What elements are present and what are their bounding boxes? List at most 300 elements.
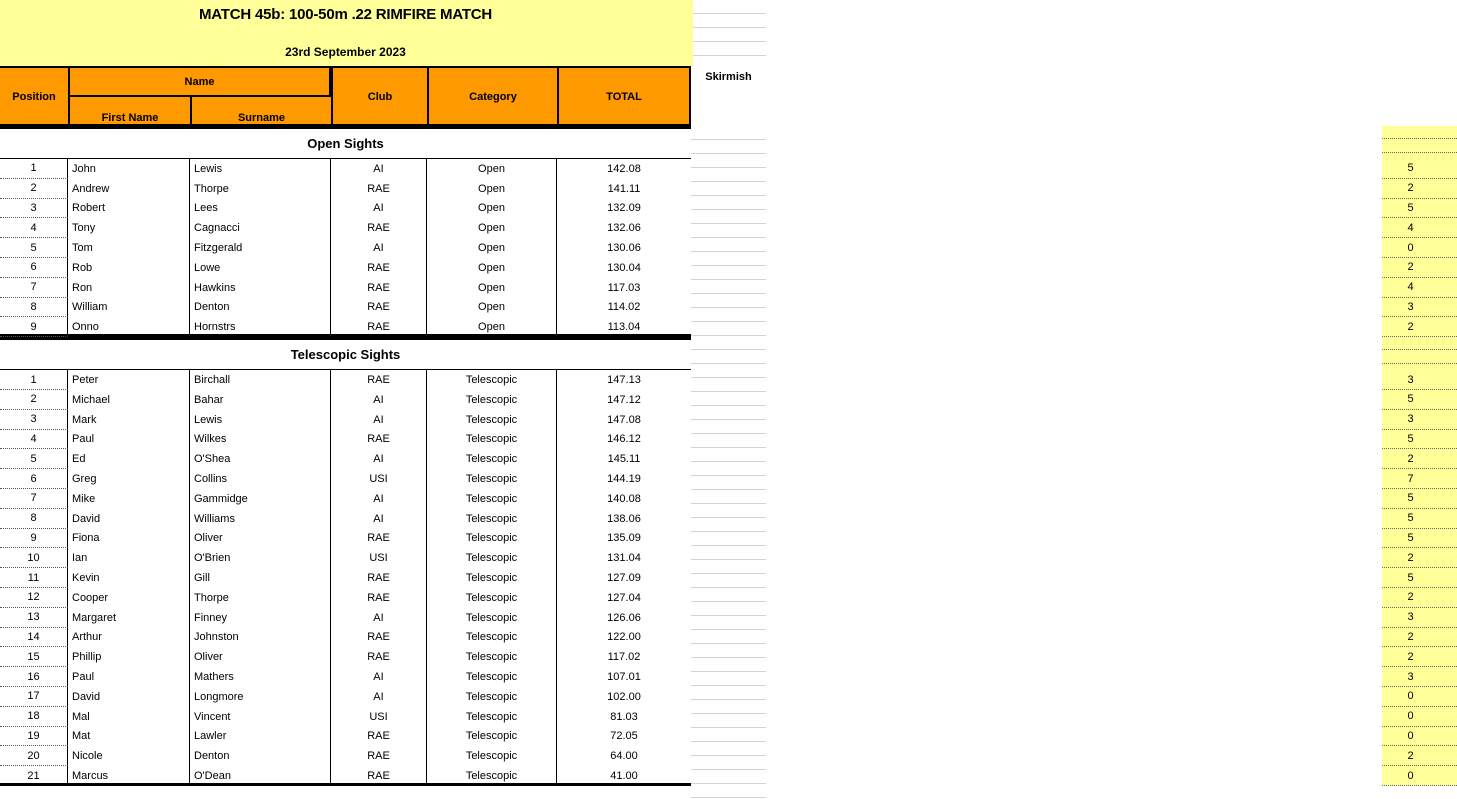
cell-category: Telescopic: [427, 727, 557, 747]
table-row[interactable]: [0, 766, 691, 786]
cell-surname: Lees: [190, 199, 331, 219]
table-row[interactable]: [0, 430, 691, 450]
table-row[interactable]: [0, 647, 691, 667]
cell-position: 18: [0, 707, 68, 727]
cell-total: 81.03: [610, 710, 638, 723]
cell-category: Open: [427, 258, 557, 278]
cell-surname: Denton: [190, 298, 331, 318]
table-row[interactable]: [0, 687, 691, 707]
cell-skirmish: 4: [1382, 278, 1457, 298]
cell-club: AI: [331, 238, 427, 258]
cell-total: 64.00: [610, 750, 638, 763]
cell-club: RAE: [331, 727, 427, 747]
cell-club: RAE: [331, 278, 427, 298]
cell-surname: Hawkins: [190, 278, 331, 298]
cell-first-name: Ian: [68, 548, 190, 568]
cell-position: 7: [0, 278, 68, 298]
cell-total: 102.00: [607, 690, 641, 703]
cell-club: RAE: [331, 647, 427, 667]
cell-position: 3: [0, 199, 68, 219]
spreadsheet-gridline: [691, 13, 766, 14]
table-row[interactable]: [0, 588, 691, 608]
cell-category: Open: [427, 159, 557, 179]
column-header-category: Category: [427, 68, 557, 126]
column-header-name-group: Name: [68, 68, 331, 97]
cell-skirmish: 2: [1382, 449, 1457, 469]
cell-surname: Finney: [190, 608, 331, 628]
results-body: [0, 126, 691, 786]
cell-total: 132.09: [607, 202, 641, 215]
spreadsheet-gridline: [691, 279, 766, 280]
table-row[interactable]: [0, 707, 691, 727]
cell-skirmish: 0: [1382, 687, 1457, 707]
cell-position: 4: [0, 218, 68, 238]
section-header-open-sights: Open Sights: [0, 126, 691, 159]
cell-category: Telescopic: [427, 628, 557, 648]
column-header-club: Club: [331, 68, 427, 126]
cell-position: 2: [0, 390, 68, 410]
spreadsheet-gridline: [691, 321, 766, 322]
cell-skirmish: 5: [1382, 390, 1457, 410]
cell-position: 21: [0, 766, 68, 786]
cell-total: 41.00: [610, 770, 638, 782]
cell-skirmish: 5: [1382, 509, 1457, 529]
cell-club: RAE: [331, 430, 427, 450]
cell-position: 13: [0, 608, 68, 628]
table-row[interactable]: [0, 667, 691, 687]
cell-position: 1: [0, 159, 68, 179]
cell-position: 4: [0, 430, 68, 450]
spreadsheet-gridline: [691, 559, 766, 560]
cell-surname: Vincent: [190, 707, 331, 727]
spreadsheet-gridline: [691, 433, 766, 434]
spreadsheet-gridline: [691, 685, 766, 686]
cell-first-name: Andrew: [68, 179, 190, 199]
cell-total: 140.08: [607, 492, 641, 505]
cell-total: 130.06: [607, 242, 641, 255]
spreadsheet-gridline: [691, 475, 766, 476]
cell-skirmish: 2: [1382, 746, 1457, 766]
spreadsheet-gridline: [691, 335, 766, 336]
cell-skirmish: 2: [1382, 647, 1457, 667]
cell-club: AI: [331, 410, 427, 430]
cell-surname: Wilkes: [190, 430, 331, 450]
cell-first-name: Marcus: [68, 766, 190, 786]
cell-category: Telescopic: [427, 548, 557, 568]
cell-skirmish: 3: [1382, 298, 1457, 318]
cell-category: Open: [427, 238, 557, 258]
cell-first-name: Tom: [68, 238, 190, 258]
cell-club: USI: [331, 707, 427, 727]
cell-total: 147.08: [607, 413, 641, 426]
spreadsheet-gridline: [691, 671, 766, 672]
cell-total: 127.04: [607, 591, 641, 604]
cell-position: 17: [0, 687, 68, 707]
cell-position: 11: [0, 568, 68, 588]
cell-category: Open: [427, 298, 557, 318]
spreadsheet-gridline: [691, 489, 766, 490]
cell-position: 15: [0, 647, 68, 667]
cell-category: Open: [427, 317, 557, 337]
cell-first-name: William: [68, 298, 190, 318]
spreadsheet-gridline: [691, 153, 766, 154]
cell-club: AI: [331, 489, 427, 509]
spreadsheet-gridline: [691, 699, 766, 700]
cell-total: 113.04: [607, 321, 641, 334]
spreadsheet-gridline: [691, 223, 766, 224]
cell-total: 126.06: [607, 611, 641, 624]
cell-surname: Mathers: [190, 667, 331, 687]
cell-surname: Bahar: [190, 390, 331, 410]
cell-category: Telescopic: [427, 469, 557, 489]
spreadsheet-gridline: [691, 349, 766, 350]
spreadsheet-gridline: [691, 419, 766, 420]
cell-total: 72.05: [610, 730, 638, 743]
spreadsheet-gridline: [691, 55, 766, 56]
table-row[interactable]: [0, 179, 691, 199]
cell-first-name: Phillip: [68, 647, 190, 667]
cell-category: Telescopic: [427, 489, 557, 509]
cell-first-name: John: [68, 159, 190, 179]
cell-first-name: Mark: [68, 410, 190, 430]
table-row[interactable]: [0, 608, 691, 628]
cell-position: 20: [0, 746, 68, 766]
cell-position: 8: [0, 298, 68, 318]
cell-first-name: David: [68, 509, 190, 529]
spreadsheet-gridline: [691, 251, 766, 252]
cell-skirmish: 5: [1382, 529, 1457, 549]
cell-club: AI: [331, 159, 427, 179]
spreadsheet-gridline: [691, 461, 766, 462]
cell-total: 145.11: [607, 453, 641, 466]
cell-club: RAE: [331, 258, 427, 278]
cell-total: 107.01: [607, 671, 641, 684]
cell-surname: Lewis: [190, 159, 331, 179]
cell-first-name: Tony: [68, 218, 190, 238]
spreadsheet-gridline: [691, 615, 766, 616]
spreadsheet-gridline: [691, 783, 766, 784]
table-row[interactable]: [0, 159, 691, 179]
column-header-surname: Surname: [190, 97, 331, 126]
spreadsheet-gridline: [691, 27, 766, 28]
table-row[interactable]: [0, 509, 691, 529]
cell-skirmish: 0: [1382, 766, 1457, 786]
cell-surname: Birchall: [190, 370, 331, 390]
cell-surname: O'Shea: [190, 449, 331, 469]
cell-club: RAE: [331, 298, 427, 318]
cell-first-name: Paul: [68, 430, 190, 450]
spreadsheet-gridline: [691, 405, 766, 406]
cell-skirmish: 3: [1382, 667, 1457, 687]
cell-category: Open: [427, 179, 557, 199]
cell-surname: Gammidge: [190, 489, 331, 509]
spreadsheet-gridline: [691, 237, 766, 238]
cell-category: Telescopic: [427, 390, 557, 410]
cell-surname: Johnston: [190, 628, 331, 648]
cell-position: 1: [0, 370, 68, 390]
cell-club: RAE: [331, 746, 427, 766]
banner-right-edge: [691, 0, 693, 68]
cell-total: 131.04: [607, 552, 641, 565]
cell-first-name: Onno: [68, 317, 190, 337]
cell-total: 147.13: [607, 374, 641, 387]
cell-total: 146.12: [607, 433, 641, 446]
spreadsheet-gridline: [691, 209, 766, 210]
cell-first-name: Paul: [68, 667, 190, 687]
cell-position: 19: [0, 727, 68, 747]
skirmish-section-filler: [1382, 126, 1457, 159]
cell-surname: Oliver: [190, 647, 331, 667]
spreadsheet-gridline: [691, 293, 766, 294]
cell-total: 147.12: [607, 393, 641, 406]
spreadsheet-gridline: [691, 629, 766, 630]
cell-total: 114.02: [607, 301, 641, 314]
cell-club: RAE: [331, 529, 427, 549]
cell-surname: Gill: [190, 568, 331, 588]
cell-total: 132.06: [607, 222, 641, 235]
cell-first-name: Rob: [68, 258, 190, 278]
cell-skirmish: 5: [1382, 568, 1457, 588]
table-row[interactable]: [0, 238, 691, 258]
cell-total: 122.00: [607, 631, 641, 644]
cell-position: 16: [0, 667, 68, 687]
cell-first-name: Ron: [68, 278, 190, 298]
cell-first-name: Cooper: [68, 588, 190, 608]
spreadsheet-gridline: [691, 531, 766, 532]
table-row[interactable]: [0, 370, 691, 390]
cell-position: 9: [0, 529, 68, 549]
cell-skirmish: 5: [1382, 489, 1457, 509]
cell-club: RAE: [331, 628, 427, 648]
cell-surname: Lowe: [190, 258, 331, 278]
cell-club: AI: [331, 509, 427, 529]
cell-skirmish: 2: [1382, 258, 1457, 278]
cell-first-name: Margaret: [68, 608, 190, 628]
cell-club: AI: [331, 667, 427, 687]
cell-skirmish: 3: [1382, 608, 1457, 628]
cell-category: Telescopic: [427, 529, 557, 549]
cell-total: 117.03: [607, 281, 641, 294]
cell-category: Telescopic: [427, 766, 557, 786]
table-row[interactable]: [0, 410, 691, 430]
cell-surname: Fitzgerald: [190, 238, 331, 258]
spreadsheet-gridline: [691, 139, 766, 140]
cell-skirmish: 5: [1382, 199, 1457, 219]
table-row[interactable]: [0, 489, 691, 509]
cell-surname: Thorpe: [190, 588, 331, 608]
cell-surname: O'Brien: [190, 548, 331, 568]
cell-club: RAE: [331, 766, 427, 786]
spreadsheet-gridline: [691, 769, 766, 770]
cell-position: 7: [0, 489, 68, 509]
cell-surname: Lewis: [190, 410, 331, 430]
spreadsheet-gridline: [691, 545, 766, 546]
cell-skirmish: 5: [1382, 430, 1457, 450]
cell-club: RAE: [331, 317, 427, 337]
spreadsheet-gridline: [691, 657, 766, 658]
spreadsheet-gridline: [691, 363, 766, 364]
section-header-telescopic-sights: Telescopic Sights: [0, 337, 691, 370]
table-row[interactable]: [0, 258, 691, 278]
cell-first-name: Robert: [68, 199, 190, 219]
cell-club: RAE: [331, 218, 427, 238]
cell-category: Telescopic: [427, 370, 557, 390]
table-row[interactable]: [0, 317, 691, 337]
table-row[interactable]: [0, 469, 691, 489]
cell-club: RAE: [331, 370, 427, 390]
cell-category: Open: [427, 218, 557, 238]
cell-total: 142.08: [607, 162, 641, 175]
table-row[interactable]: [0, 548, 691, 568]
spreadsheet-gridline: [691, 181, 766, 182]
cell-total: 138.06: [607, 512, 641, 525]
spreadsheet-gridline: [691, 741, 766, 742]
cell-club: AI: [331, 449, 427, 469]
cell-club: AI: [331, 687, 427, 707]
spreadsheet-gridline: [691, 517, 766, 518]
cell-club: RAE: [331, 568, 427, 588]
table-row[interactable]: [0, 278, 691, 298]
spreadsheet-gridline: [691, 587, 766, 588]
table-row[interactable]: [0, 568, 691, 588]
cell-club: AI: [331, 390, 427, 410]
table-row[interactable]: [0, 727, 691, 747]
table-row[interactable]: [0, 449, 691, 469]
cell-position: 3: [0, 410, 68, 430]
table-row[interactable]: [0, 199, 691, 219]
cell-surname: Cagnacci: [190, 218, 331, 238]
spreadsheet-gridline: [691, 265, 766, 266]
cell-category: Telescopic: [427, 746, 557, 766]
cell-position: 6: [0, 258, 68, 278]
cell-first-name: Greg: [68, 469, 190, 489]
cell-first-name: Mike: [68, 489, 190, 509]
cell-total: 141.11: [607, 182, 641, 195]
cell-total: 127.09: [607, 572, 641, 585]
cell-club: RAE: [331, 179, 427, 199]
cell-category: Telescopic: [427, 588, 557, 608]
spreadsheet-gridline: [691, 167, 766, 168]
cell-first-name: Nicole: [68, 746, 190, 766]
cell-category: Telescopic: [427, 608, 557, 628]
cell-position: 2: [0, 179, 68, 199]
cell-category: Open: [427, 199, 557, 219]
cell-surname: Hornstrs: [190, 317, 331, 337]
table-header-row: [0, 68, 691, 126]
cell-category: Telescopic: [427, 667, 557, 687]
cell-first-name: Mal: [68, 707, 190, 727]
cell-first-name: Peter: [68, 370, 190, 390]
spreadsheet-gridline: [691, 195, 766, 196]
skirmish-section-filler: [1382, 337, 1457, 370]
cell-first-name: David: [68, 687, 190, 707]
cell-category: Telescopic: [427, 687, 557, 707]
column-header-total: TOTAL: [557, 68, 691, 126]
cell-first-name: Ed: [68, 449, 190, 469]
column-header-position: Position: [12, 91, 56, 103]
cell-position: 12: [0, 588, 68, 608]
spreadsheet-gridline: [691, 503, 766, 504]
cell-total: 130.04: [607, 261, 641, 274]
cell-club: AI: [331, 199, 427, 219]
table-row[interactable]: [0, 218, 691, 238]
results-table: [0, 0, 691, 786]
table-row[interactable]: [0, 298, 691, 318]
cell-first-name: Michael: [68, 390, 190, 410]
cell-first-name: Mat: [68, 727, 190, 747]
cell-category: Telescopic: [427, 707, 557, 727]
cell-position: 9: [0, 317, 68, 337]
cell-surname: Denton: [190, 746, 331, 766]
spreadsheet-gridline: [691, 601, 766, 602]
cell-skirmish: 2: [1382, 548, 1457, 568]
spreadsheet-gridline: [691, 797, 766, 798]
cell-total: 144.19: [607, 473, 641, 486]
table-row[interactable]: [0, 746, 691, 766]
cell-position: 10: [0, 548, 68, 568]
table-row[interactable]: [0, 628, 691, 648]
cell-category: Open: [427, 278, 557, 298]
spreadsheet-gridline: [691, 713, 766, 714]
spreadsheet-gridline: [691, 391, 766, 392]
spreadsheet-gridline: [691, 643, 766, 644]
cell-skirmish: 2: [1382, 317, 1457, 337]
cell-club: USI: [331, 469, 427, 489]
cell-surname: Lawler: [190, 727, 331, 747]
page-title: MATCH 45b: 100-50m .22 RIMFIRE MATCH: [198, 6, 493, 23]
cell-club: AI: [331, 608, 427, 628]
cell-club: RAE: [331, 588, 427, 608]
cell-surname: Collins: [190, 469, 331, 489]
spreadsheet-gridline: [691, 307, 766, 308]
cell-category: Telescopic: [427, 449, 557, 469]
cell-category: Telescopic: [427, 509, 557, 529]
table-row[interactable]: [0, 390, 691, 410]
spreadsheet-gridline: [691, 727, 766, 728]
cell-skirmish: 2: [1382, 588, 1457, 608]
cell-skirmish: 0: [1382, 238, 1457, 258]
cell-category: Telescopic: [427, 430, 557, 450]
cell-first-name: Kevin: [68, 568, 190, 588]
cell-total: 135.09: [607, 532, 641, 545]
spreadsheet-gridline: [691, 573, 766, 574]
title-banner: [0, 0, 691, 68]
cell-surname: Williams: [190, 509, 331, 529]
spreadsheet-gridline: [691, 447, 766, 448]
cell-category: Telescopic: [427, 568, 557, 588]
cell-position: 14: [0, 628, 68, 648]
spreadsheet-gridline: [691, 377, 766, 378]
cell-first-name: Arthur: [68, 628, 190, 648]
cell-first-name: Fiona: [68, 529, 190, 549]
cell-position: 5: [0, 238, 68, 258]
column-header-first-name: First Name: [68, 97, 190, 126]
cell-total: 117.02: [607, 651, 641, 664]
cell-skirmish: 0: [1382, 727, 1457, 747]
table-row[interactable]: [0, 529, 691, 549]
cell-skirmish: 3: [1382, 410, 1457, 430]
spreadsheet-gridline: [691, 41, 766, 42]
cell-category: Telescopic: [427, 647, 557, 667]
cell-surname: Thorpe: [190, 179, 331, 199]
cell-skirmish: 0: [1382, 707, 1457, 727]
cell-surname: O'Dean: [190, 766, 331, 786]
cell-skirmish: 4: [1382, 218, 1457, 238]
cell-skirmish: 2: [1382, 628, 1457, 648]
spreadsheet-gridline: [691, 755, 766, 756]
cell-position: 6: [0, 469, 68, 489]
cell-skirmish: 5: [1382, 159, 1457, 179]
